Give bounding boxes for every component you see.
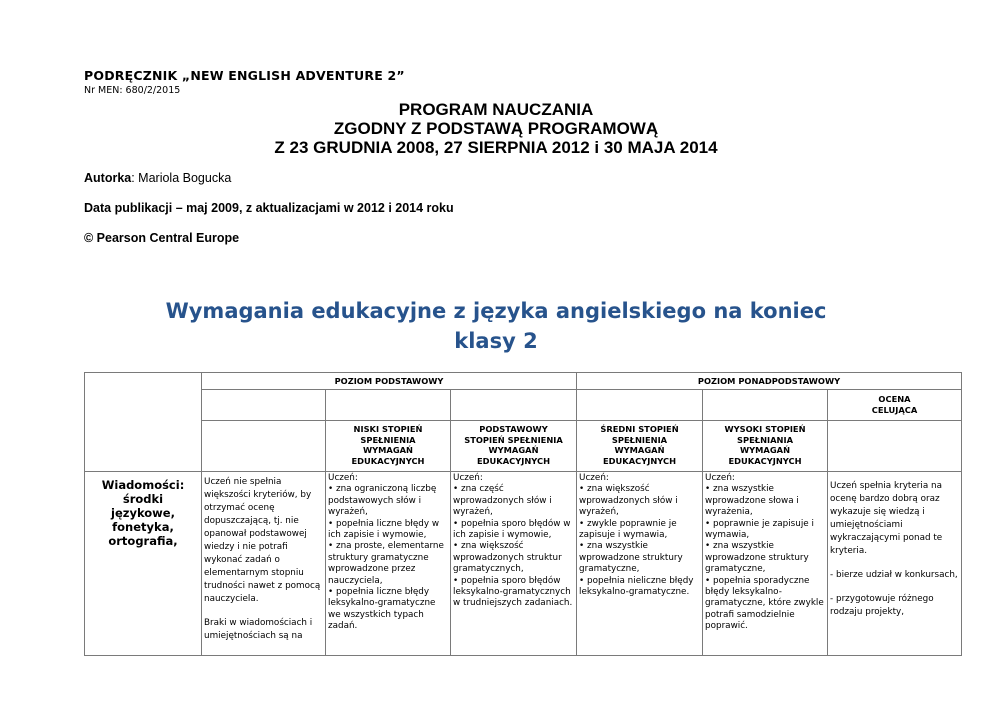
blank-header-cell	[451, 390, 577, 421]
cell-line: • zna ograniczoną liczbę podstawowych słów i wyrażeń,	[328, 484, 437, 518]
header-text: SPEŁNIANIA	[737, 434, 793, 445]
blank-header-cell	[202, 421, 326, 472]
requirements-table	[84, 372, 962, 656]
niski-header	[326, 421, 451, 472]
row-label-wiadomosci	[85, 472, 202, 656]
cell-line: • zna wszystkie wprowadzone słowa i wyrażenia,	[705, 484, 799, 518]
ocena-celujaca-header	[828, 390, 962, 421]
cell-line: Uczeń:	[328, 473, 358, 483]
header-text: ŚREDNI STOPIEŃ	[600, 424, 679, 434]
cell-line: • popełnia sporo błędów leksykalno-gramatycznych w trudniejszych zadaniach.	[453, 575, 573, 609]
cell-line: • poprawnie je zapisuje i wymawia,	[705, 518, 814, 541]
cell-paragraph: Braki w wiadomościach i umiejętnościach są na	[204, 618, 313, 641]
cell-line: • zna wszystkie wprowadzone struktury gramatyczne,	[705, 541, 809, 575]
cell-paragraph: Uczeń nie spełnia większości kryteriów, by otrzymać ocenę dopuszczającą, tj. nie opanował podstawowej wiedzy i nie potrafi wykonać zadań o elementarnym stopniu trudności nawet z pomocą nauczyciela.	[204, 477, 321, 604]
header-text: WYMAGAŃ	[740, 445, 791, 455]
blank-header-cell	[828, 421, 962, 472]
wysoki-cell	[703, 472, 828, 656]
header-text: WYMAGAŃ	[614, 445, 665, 455]
cell-line: Uczeń:	[453, 473, 483, 483]
publication-date: Data publikacji – maj 2009, z aktualizacjami w 2012 i 2014 roku	[84, 201, 454, 215]
header-text: WYSOKI STOPIEŃ	[724, 424, 806, 434]
row-label-text: fonetyka,	[112, 520, 174, 534]
cell-line: • popełnia nieliczne błędy leksykalno-gramatyczne.	[579, 575, 694, 598]
book-title: PODRĘCZNIK „NEW ENGLISH ADVENTURE 2”	[84, 68, 405, 83]
header-text: WYMAGAŃ	[362, 445, 413, 455]
program-title-line-1: PROGRAM NAUCZANIA	[398, 100, 594, 119]
header-text: OCENA	[878, 394, 911, 404]
blank-header-cell	[326, 390, 451, 421]
corner-cell	[85, 373, 202, 472]
cell-line: • zwykle poprawnie je zapisuje i wymawia,	[579, 518, 677, 541]
celujaca-cell	[828, 472, 962, 656]
header-text: EDUKACYJNYCH	[728, 455, 802, 466]
cell-line: • popełnia sporadyczne błędy leksykalno-gramatyczne, które zwykle potrafi samodzielnie poprawić.	[705, 575, 824, 632]
fail-criteria-cell	[202, 472, 326, 656]
header-text: NISKI STOPIEŃ	[353, 424, 423, 434]
row-label-text: ortografia,	[108, 534, 178, 548]
copyright: © Pearson Central Europe	[84, 231, 240, 245]
header-text: STOPIEŃ SPEŁNIENIA	[464, 434, 563, 445]
row-label-text: językowe,	[111, 506, 175, 520]
row-label-text: Wiadomości:	[101, 478, 185, 492]
cell-paragraph: Uczeń spełnia kryteria na ocenę bardzo dobrą oraz wykazuje się wiedzą i umiejętnościami wykraczającymi ponad te kryteria.	[830, 481, 943, 556]
group-basic-header: POZIOM PODSTAWOWY	[202, 373, 577, 390]
blank-header-cell	[703, 390, 828, 421]
header-text: WYMAGAŃ	[488, 445, 539, 455]
cell-line: Uczeń:	[705, 473, 735, 483]
cell-line: • zna wszystkie wprowadzone struktury gramatyczne,	[579, 541, 683, 575]
cell-line: • zna proste, elementarne struktury gramatyczne wprowadzone przez nauczyciela,	[328, 541, 444, 586]
sredni-header	[577, 421, 703, 472]
cell-paragraph: - przygotowuje różnego rodzaju projekty,	[830, 594, 934, 617]
group-advanced-header: POZIOM PONADPODSTAWOWY	[577, 373, 962, 390]
cell-line: • zna część wprowadzonych słów i wyrażeń,	[453, 484, 552, 518]
header-text: SPEŁNIENIA	[360, 434, 416, 445]
header-text: EDUKACYJNYCH	[351, 455, 425, 466]
cell-line: • popełnia liczne błędy w ich zapisie i wymowie,	[328, 518, 440, 541]
author-line	[84, 171, 231, 185]
sredni-cell	[577, 472, 703, 656]
blank-header-cell	[577, 390, 703, 421]
cell-line: • popełnia sporo błędów w ich zapisie i wymowie,	[453, 518, 571, 541]
header-text: SPEŁNIENIA	[611, 434, 668, 445]
cell-line: • popełnia liczne błędy leksykalno-gramatyczne we wszystkich typach zadań.	[328, 587, 436, 632]
niski-cell	[326, 472, 451, 656]
cell-line: Uczeń:	[579, 473, 609, 483]
program-title-line-2: ZGODNY Z PODSTAWĄ PROGRAMOWĄ	[333, 119, 659, 138]
podstawowy-header	[451, 421, 577, 472]
section-title-line-2: klasy 2	[454, 329, 538, 353]
men-number: Nr MEN: 680/2/2015	[84, 85, 181, 96]
wysoki-header	[703, 421, 828, 472]
header-text: EDUKACYJNYCH	[603, 455, 677, 466]
cell-paragraph: - bierze udział w konkursach,	[830, 570, 958, 580]
author-name: : Mariola Bogucka	[131, 171, 232, 185]
program-title-line-3: Z 23 GRUDNIA 2008, 27 SIERPNIA 2012 i 30 MAJA 2014	[274, 138, 718, 157]
header-text: PODSTAWOWY	[479, 424, 548, 434]
header-text: EDUKACYJNYCH	[477, 455, 551, 466]
blank-header-cell	[202, 390, 326, 421]
cell-line: • zna większość wprowadzonych struktur gramatycznych,	[453, 541, 562, 575]
author-label: Autorka	[84, 171, 132, 185]
section-title-line-1: Wymagania edukacyjne z języka angielskiego na koniec	[165, 299, 827, 323]
cell-line: • zna większość wprowadzonych słów i wyrażeń,	[579, 484, 678, 518]
podstawowy-cell	[451, 472, 577, 656]
row-label-text: środki	[122, 492, 164, 506]
header-text: CELUJĄCA	[871, 404, 918, 415]
